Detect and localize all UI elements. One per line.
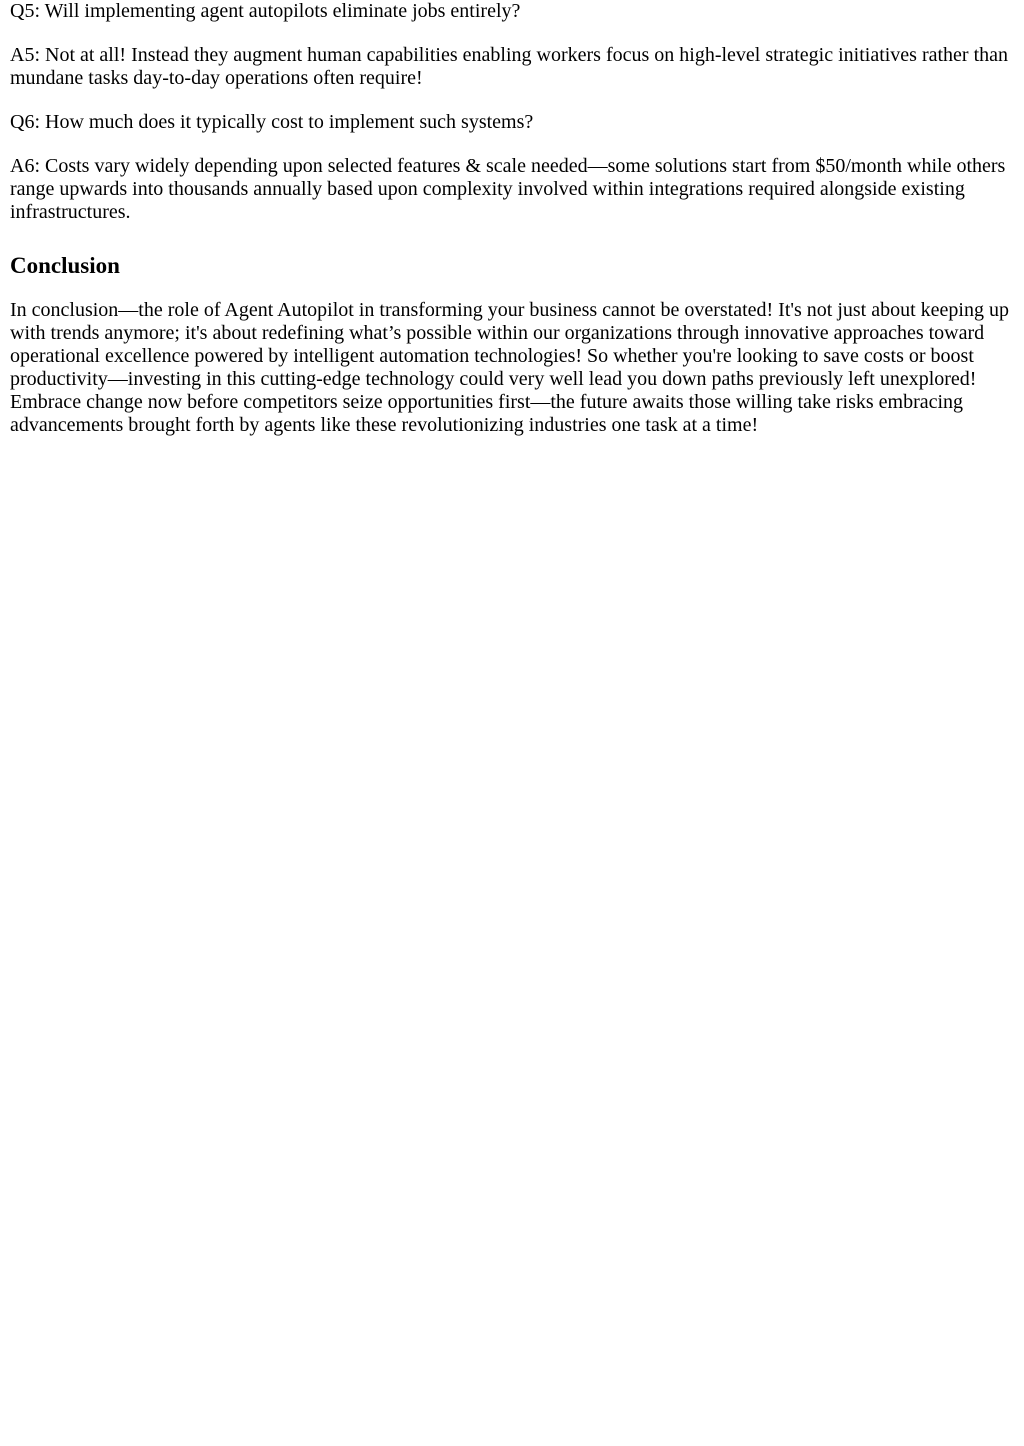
faq-section xyxy=(10,0,1014,224)
conclusion-paragraph: In conclusion—the role of Agent Autopilot in transforming your business cannot be overstated! It's not just about keeping up with trends anymore; it's about redefining what’s possible within our organizations through innovative approaches toward operational excellence powered by intelligent automation technologies! So whether you're looking to save costs or boost productivity—investing in this cutting-edge technology could very well lead you down paths previously left unexplored! Embrace change now before competitors seize opportunities first—the future awaits those willing take risks embracing advancements brought forth by agents like these revolutionizing industries one task at a time! xyxy=(10,299,1009,436)
conclusion-heading: Conclusion xyxy=(10,253,120,278)
faq-question-q6: Q6: How much does it typically cost to implement such systems? xyxy=(10,111,534,133)
faq-question-q5: Q5: Will implementing agent autopilots eliminate jobs entirely? xyxy=(10,0,521,22)
conclusion-section xyxy=(10,253,1014,437)
faq-answer-a5: A5: Not at all! Instead they augment human capabilities enabling workers focus on high-level strategic initiatives rather than mundane tasks day-to-day operations often require! xyxy=(10,44,1009,89)
faq-answer-a6: A6: Costs vary widely depending upon selected features & scale needed—some solutions start from $50/month while others range upwards into thousands annually based upon complexity involved within integrations required alongside existing infrastructures. xyxy=(10,155,1006,223)
